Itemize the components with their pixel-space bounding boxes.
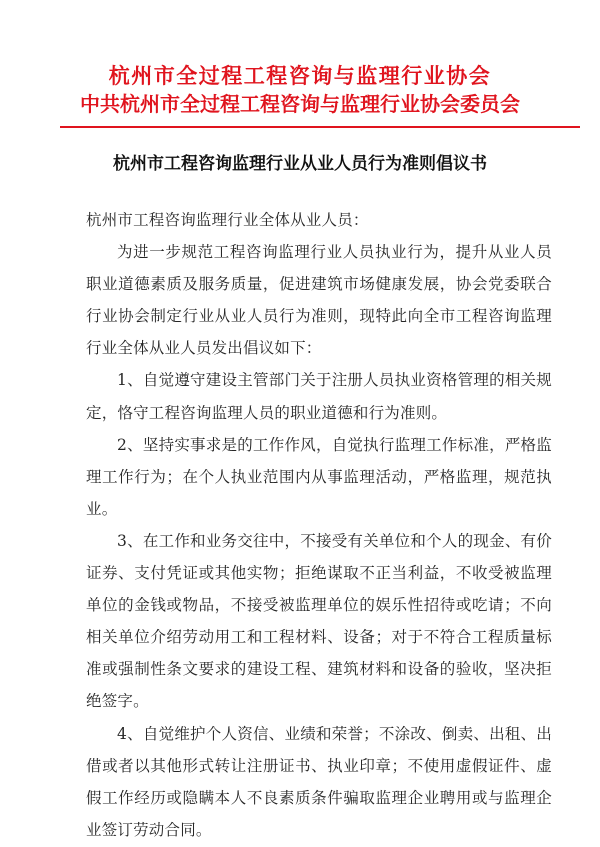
item-paragraph-1: 1、自觉遵守建设主管部门关于注册人员执业资格管理的相关规定，恪守工程咨询监理人员的职业道德和行为准则。 (86, 371, 552, 422)
letterhead-association-name: 杭州市全过程工程咨询与监理行业协会 (108, 64, 492, 88)
item-paragraph-3: 3、在工作和业务交往中，不接受有关单位和个人的现金、有价证券、支付凭证或其他实物；拒绝谋取不正当利益，不收受被监理单位的金钱或物品，不接受被监理单位的娱乐性招待或吃请；不向相关单位介绍劳动用工和工程材料、设备；对于不符合工程质量标准或强制性条文要求的建设工程、建筑材料和设备的验收，坚决拒绝签字。 (86, 531, 552, 711)
letterhead-party-committee-name: 中共杭州市全过程工程咨询与监理行业协会委员会 (80, 92, 520, 116)
item-paragraph-2: 2、坚持实事求是的工作作风，自觉执行监理工作标准，严格监理工作行为；在个人执业范围内从事监理活动，严格监理，规范执业。 (86, 435, 552, 518)
intro-paragraph: 为进一步规范工程咨询监理行业人员执业行为，提升从业人员职业道德素质及服务质量，促进建筑市场健康发展，协会党委联合行业协会制定行业从业人员行为准则，现特此向全市工程咨询监理行业全体从业人员发出倡议如下： (86, 243, 552, 358)
letterhead-red-rule (60, 126, 580, 128)
document-title: 杭州市工程咨询监理行业从业人员行为准则倡议书 (113, 154, 487, 174)
salutation: 杭州市工程咨询监理行业全体从业人员： (86, 211, 369, 229)
item-paragraph-4: 4、自觉维护个人资信、业绩和荣誉；不涂改、倒卖、出租、出借或者以其他形式转让注册证书、执业印章；不使用虚假证件、虚假工作经历或隐瞒本人不良素质条件骗取监理企业聘用或与监理企业签订劳动合同。 (86, 724, 552, 839)
document-body (86, 204, 552, 846)
